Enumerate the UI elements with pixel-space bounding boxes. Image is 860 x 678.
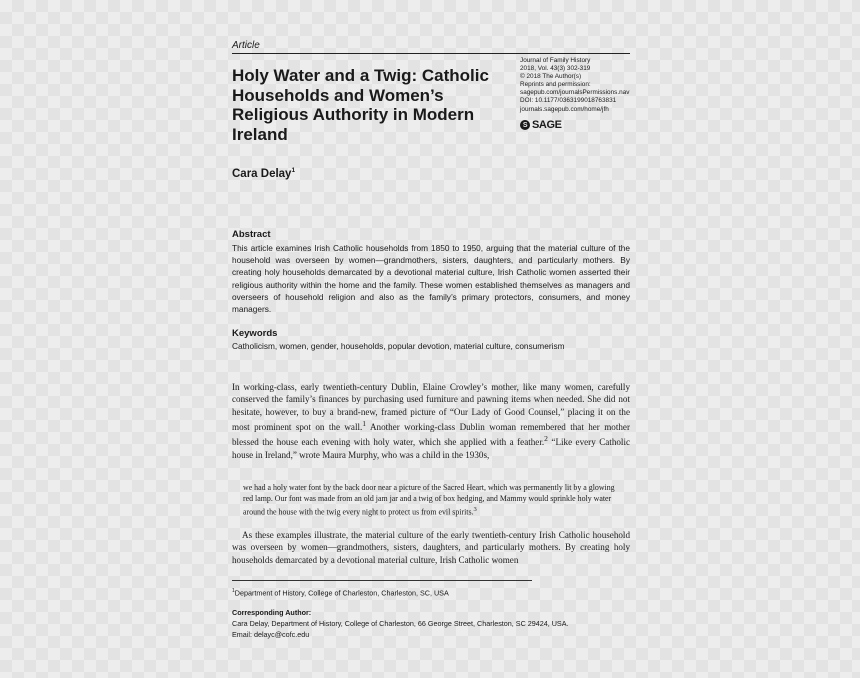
quote-text: we had a holy water font by the back door near a picture of the Sacred Heart, which was permanently lit by a glowing red lamp. Our font was made from an old jam jar and a twig of box hedging, and Mammy would sprinkle holy water around the house with the twig every night to protect us from evil spirits. [243,483,615,518]
affiliation-text: Department of History, College of Charleston, Charleston, SC, USA [234,588,449,598]
body-paragraph-1 [232,381,630,461]
journal-info [520,57,632,114]
corresponding-email[interactable]: Email: delayc@cofc.edu [232,630,310,639]
abstract-heading: Abstract [232,229,271,240]
affiliation-note [232,588,449,597]
header-rule [232,53,630,54]
journal-info-line: DOI: 10.1177/0363199018763831 [520,97,617,105]
journal-info-line: journals.sagepub.com/home/jfh [520,105,609,113]
journal-info-line: 2018, Vol. 43(3) 302-319 [520,65,591,73]
affiliation-mark: 1 [232,588,235,594]
body-paragraph-2: As these examples illustrate, the material culture of the early twentieth-century Irish Catholic household was overseen by women—grandmothers, sisters, daughters, and particularly mothers. By creating holy households demarcated by a devotional material culture, Irish Catholic women [232,530,630,565]
journal-info-line: sagepub.com/journalsPermissions.nav [520,89,630,97]
body-text: “Like every Catholic house in Ireland,” wrote Maura Murphy, who was a child in the 1930s, [232,437,631,460]
keywords-heading: Keywords [232,328,278,339]
section-label: Article [232,40,260,51]
sage-logo-icon: S [520,120,530,130]
journal-info-line: Reprints and permission: [520,81,591,89]
block-quote [243,482,625,518]
endnote-ref[interactable]: 3 [473,506,477,514]
body-text: Another working-class Dublin woman remembered that her mother blessed the house each evening with holy water, which she applied with a feather. [232,421,630,448]
publisher-logo [520,119,562,131]
endnote-ref[interactable]: 2 [544,434,548,444]
journal-info-line: Journal of Family History [520,57,591,64]
author-name: Cara Delay [232,167,292,180]
publisher-name: SAGE [532,119,562,131]
corresponding-author-heading: Corresponding Author: [232,608,312,617]
author-affiliation-mark: 1 [291,167,296,174]
corresponding-author-address: Cara Delay, Department of History, College of Charleston, 66 George Street, Charleston, SC 29424, USA. [232,619,569,628]
article-title: Holy Water and a Twig: Catholic Households and Women’s Religious Authority in Modern Ireland [232,66,489,144]
footnote-rule [232,580,532,581]
journal-info-line: © 2018 The Author(s) [520,73,582,81]
abstract-text: This article examines Irish Catholic households from 1850 to 1950, arguing that the material culture of the household was overseen by women—grandmothers, sisters, daughters, and particularly mothers. By creating holy households demarcated by a devotional material culture, Irish Catholic women asserted their religious authority within the home and the family. These women established themselves as managers and overseers of household religion and also as the family’s primary protectors, consumers, and money managers. [232,243,630,315]
body-text: In working-class, early twentieth-century Dublin, Elaine Crowley’s mother, like many women, carefully conserved the family’s finances by purchasing used furniture and pawning items when needed. She did not hesitate, however, to buy a brand-new, framed picture of “Our Lady of Good Counsel,” placing it on the most prominent spot on the wall. [232,382,630,432]
keywords-text: Catholicism, women, gender, households, popular devotion, material culture, consumerism [232,341,565,351]
author-line [232,167,295,180]
endnote-ref[interactable]: 1 [362,418,367,428]
